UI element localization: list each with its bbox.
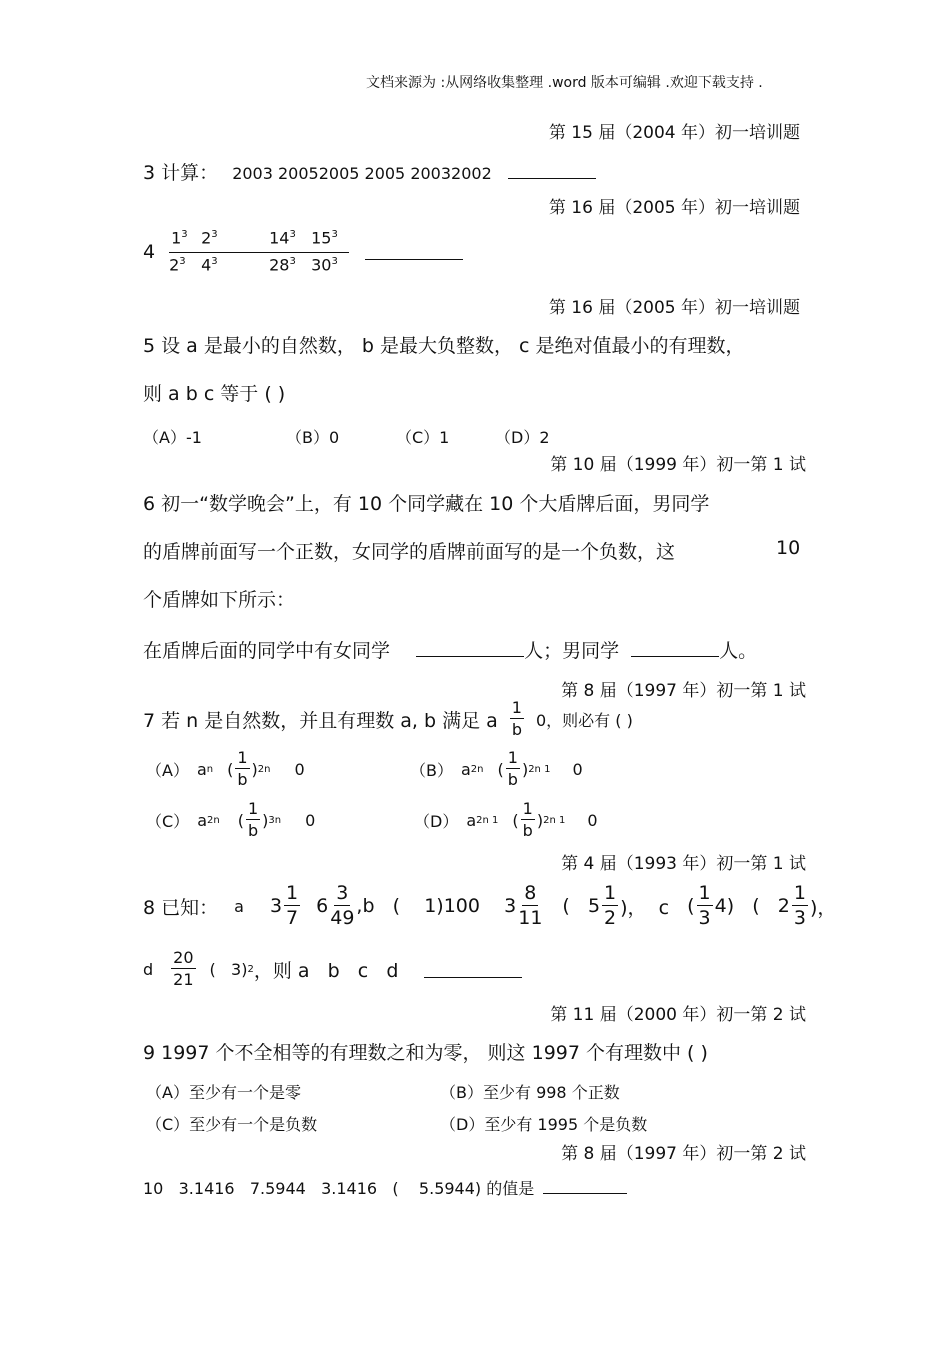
denominator: b	[247, 821, 259, 840]
question-5-line2: 则 a b c 等于 ( )	[143, 383, 286, 405]
exponent: 2n	[207, 814, 220, 826]
option-label: （A）	[146, 760, 189, 780]
term-denominator: 30	[311, 255, 332, 275]
numerator: 1	[286, 882, 299, 904]
base: a	[196, 759, 207, 779]
variable: d	[143, 959, 154, 979]
text: )，	[809, 896, 837, 919]
answer-blank[interactable]	[365, 243, 463, 260]
option-label: （B）	[410, 760, 453, 780]
question-7	[143, 700, 633, 738]
page-header: 文档来源为 :从网络收集整理 .word 版本可编辑 .欢迎下载支持 .	[366, 75, 763, 91]
fraction	[602, 884, 618, 928]
variable: a	[234, 896, 244, 916]
exponent: 3	[179, 256, 186, 267]
whole: 3	[269, 895, 283, 917]
numerator: 1	[237, 748, 248, 767]
term-numerator: 14	[269, 228, 290, 248]
text: ,b ( 1)100 3	[356, 895, 517, 917]
denominator: b	[522, 821, 533, 840]
option-c: （C）1	[396, 428, 450, 447]
denominator: b	[511, 720, 522, 739]
option-b: （B） a 2n ( $\frac{1}{b}$ ) 2n 1 0	[410, 748, 583, 789]
denominator: 49	[330, 907, 355, 929]
numerator: 1	[604, 882, 617, 904]
series-expression	[169, 230, 349, 273]
text: (	[687, 895, 695, 917]
exponent: 2n	[470, 763, 484, 775]
question-label: 8 已知：	[143, 896, 219, 919]
whole: 6	[316, 895, 329, 917]
text: 10 3.1416 7.5944 3.1416 ( 5.5944) 的值是	[143, 1179, 535, 1198]
exponent: 2n 1	[528, 763, 551, 775]
rhs: 0	[572, 759, 583, 779]
option-b: （B）0	[286, 428, 340, 447]
denominator: 11	[518, 907, 543, 929]
text: 0，则必有 ( )	[535, 710, 633, 730]
term-numerator: 15	[311, 228, 332, 248]
denominator: 21	[173, 970, 194, 989]
answer-blank-girls[interactable]	[416, 640, 524, 657]
rhs: 0	[305, 810, 316, 830]
option-b: （B）至少有 998 个正数	[440, 1083, 620, 1102]
text: ( 3)	[209, 959, 248, 979]
answer-blank-boys[interactable]	[631, 640, 719, 657]
numerator: 1	[698, 882, 711, 904]
fraction	[235, 750, 249, 788]
option-d: （D）至少有 1995 个是负数	[440, 1115, 648, 1134]
base: a	[466, 810, 477, 830]
option-d: （D）2	[495, 428, 550, 447]
fraction	[518, 884, 542, 928]
exponent: 2n 1	[543, 814, 566, 826]
fraction	[697, 884, 713, 928]
fraction	[521, 801, 535, 839]
numerator: 1	[247, 799, 259, 818]
question-4	[143, 230, 463, 273]
numerator: 1	[511, 698, 522, 717]
base: a	[197, 810, 207, 830]
expression: 2003 20052005 2005 20032002	[232, 164, 492, 183]
text: 人；男同学	[524, 640, 620, 662]
source-citation: 第 15 届（2004 年）初一培训题	[548, 123, 800, 143]
denominator: b	[507, 770, 518, 789]
exponent: 3	[331, 229, 338, 240]
option-a: （A）至少有一个是零	[146, 1083, 301, 1102]
fraction	[171, 950, 195, 988]
denominator: 7	[286, 907, 299, 929]
question-6-line4	[143, 636, 757, 663]
exponent: 2n	[257, 763, 271, 775]
question-9: 9 1997 个不全相等的有理数之和为零， 则这 1997 个有理数中 ( )	[143, 1042, 708, 1064]
fraction	[510, 700, 524, 738]
exponent: 3	[289, 229, 296, 240]
exponent: 3	[211, 229, 218, 240]
numerator: 20	[173, 948, 194, 967]
term-denominator: 4	[201, 255, 212, 275]
exponent: 3n	[268, 814, 282, 826]
term-numerator: 2	[201, 228, 212, 248]
text: 4) ( 2	[714, 895, 790, 917]
numerator: 1	[522, 799, 533, 818]
base: a	[460, 759, 471, 779]
question-3	[143, 158, 596, 185]
exponent: n	[206, 763, 214, 775]
option-a: （A） a n ( $\frac{1}{b}$ ) 2n 0	[146, 748, 305, 789]
question-10	[143, 1176, 627, 1199]
option-label: （C）	[146, 811, 190, 831]
denominator: 3	[793, 907, 806, 929]
fraction	[246, 801, 260, 839]
question-8-line1	[143, 884, 836, 928]
exponent: 3	[211, 256, 218, 267]
option-label: （D）	[414, 811, 459, 831]
exponent: 2	[247, 963, 254, 975]
fraction	[330, 884, 354, 928]
question-8-line2	[143, 950, 522, 988]
text: 人。	[719, 640, 758, 662]
question-label: 4	[143, 240, 156, 263]
source-citation: 第 8 届（1997 年）初一第 1 试	[561, 681, 806, 701]
text: ，则 a b c d	[253, 959, 399, 982]
answer-blank[interactable]	[424, 961, 522, 978]
text: ( 5	[562, 895, 601, 917]
denominator: 3	[698, 907, 711, 929]
source-citation: 第 4 届（1993 年）初一第 1 试	[561, 854, 806, 874]
source-citation: 第 16 届（2005 年）初一培训题	[548, 198, 800, 218]
question-5-line1: 5 设 a 是最小的自然数， b 是最大负整数， c 是绝对值最小的有理数，	[143, 335, 745, 357]
answer-blank[interactable]	[543, 1177, 627, 1194]
numerator: 8	[524, 882, 537, 904]
question-6-line3: 个盾牌如下所示：	[143, 589, 296, 611]
fraction	[792, 884, 808, 928]
rhs: 0	[587, 810, 598, 830]
answer-blank[interactable]	[508, 162, 596, 179]
term-denominator: 28	[269, 255, 290, 275]
question-6-line1: 6 初一“数学晚会”上，有 10 个同学藏在 10 个大盾牌后面，男同学	[143, 493, 710, 515]
exponent: 3	[289, 256, 296, 267]
exponent: 2n 1	[476, 814, 499, 826]
source-citation: 第 11 届（2000 年）初一第 2 试	[550, 1005, 806, 1025]
question-6-line2: 的盾牌前面写一个正数，女同学的盾牌前面写的是一个负数，这	[143, 541, 676, 563]
rhs: 0	[294, 759, 305, 779]
term-denominator: 2	[169, 255, 180, 275]
question-6-number: 10	[776, 537, 801, 559]
option-c: （C）至少有一个是负数	[146, 1115, 318, 1134]
text: 7 若 n 是自然数，并且有理数 a, b 满足 a	[143, 709, 498, 732]
option-d: （D） a 2n 1 ( $\frac{1}{b}$ ) 2n 1 0	[414, 799, 598, 840]
source-citation: 第 8 届（1997 年）初一第 2 试	[561, 1144, 806, 1164]
fraction	[284, 884, 300, 928]
denominator: 2	[604, 907, 617, 929]
text: 在盾牌后面的同学中有女同学	[143, 640, 391, 662]
source-citation: 第 16 届（2005 年）初一培训题	[548, 298, 800, 318]
fraction	[506, 750, 520, 788]
exponent: 3	[181, 229, 188, 240]
numerator: 3	[336, 882, 349, 904]
numerator: 1	[507, 748, 518, 767]
exponent: 3	[331, 256, 338, 267]
text: )， c	[620, 896, 670, 919]
question-label: 3 计算：	[143, 162, 219, 184]
denominator: b	[237, 770, 248, 789]
term-numerator: 1	[171, 228, 182, 248]
option-a: （A）-1	[143, 428, 202, 447]
numerator: 1	[793, 882, 806, 904]
source-citation: 第 10 届（1999 年）初一第 1 试	[550, 455, 806, 475]
option-c: （C） a 2n ( $\frac{1}{b}$ ) 3n 0	[146, 799, 316, 840]
